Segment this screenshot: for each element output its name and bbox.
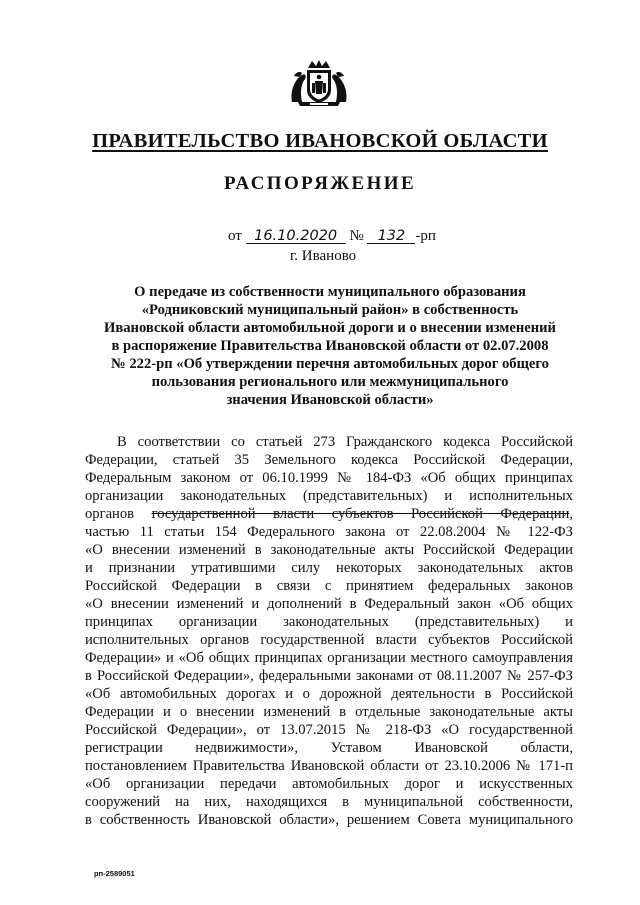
body-line: сооружений на них, находящихся в муниципальной собственности, (85, 794, 573, 810)
subject-line: пользования регионального или межмуниципального (151, 374, 509, 390)
government-title: ПРАВИТЕЛЬСТВО ИВАНОВСКОЙ ОБЛАСТИ (92, 130, 548, 152)
struck-through-text: государственной власти субъектов Российской Федерации (151, 506, 570, 522)
document-type-title: РАСПОРЯЖЕНИЕ (223, 173, 417, 194)
body-line-text: органов (85, 506, 152, 522)
coat-of-arms-icon (288, 58, 350, 108)
body-line: «Об автомобильных дорогах и о дорожной деятельности в Российской (85, 686, 573, 702)
subject-line: № 222-рп «Об утверждении перечня автомобильных дорог общего (111, 356, 549, 372)
body-line: постановлением Правительства Ивановской области от 23.10.2006 № 171-п (85, 758, 573, 774)
body-line: Федеральным законом от 06.10.1999 № 184-ФЗ «Об общих принципах (85, 470, 573, 486)
body-line: «Об организации передачи автомобильных дорог и искусственных (85, 776, 573, 792)
body-line: Федерации и о внесении изменений в отдельные законодательные акты (85, 704, 573, 720)
body-line: Российской Федерации в связи с принятием федеральных законов (85, 578, 573, 594)
body-line: В соответствии со статьей 273 Гражданского кодекса Российской (117, 434, 573, 450)
subject-line: Ивановской области автомобильной дороги и о внесении изменений (104, 320, 556, 336)
number-suffix: -рп (415, 228, 436, 244)
body-line: регистрации недвижимости», Уставом Ивановской области, (85, 740, 573, 756)
date-number-line (228, 228, 436, 245)
body-line (85, 505, 573, 523)
body-line: Федерации, статьей 35 Земельного кодекса Российской Федерации, (85, 452, 573, 468)
body-line: в собственность Ивановской области», решением Совета муниципального (85, 812, 573, 828)
subject-line: «Родниковский муниципальный район» в собственность (141, 302, 519, 318)
document-number: 132 (367, 229, 415, 244)
subject-line: в распоряжение Правительства Ивановской области от 02.07.2008 (111, 338, 549, 354)
body-line: организации законодательных (представительных) и исполнительных (85, 488, 573, 504)
body-line: «О внесении изменений в законодательные акты Российской Федерации (85, 542, 573, 558)
subject-line: О передаче из собственности муниципального образования (134, 284, 526, 300)
number-sign: № (349, 228, 364, 244)
body-line: Федерации» и «Об общих принципах организации местного самоуправления (85, 650, 573, 666)
body-line: исполнительных органов государственной власти субъектов Российской (85, 632, 573, 648)
body-line: частью 11 статьи 154 Федерального закона от 22.08.2004 № 122-ФЗ (85, 524, 573, 540)
body-line: в Российской Федерации», федеральными законами от 08.11.2007 № 257-ФЗ (85, 668, 573, 684)
body-line: Российской Федерации», от 13.07.2015 № 218-ФЗ «О государственной (85, 722, 573, 738)
date-prefix: от (228, 228, 242, 244)
body-line: принципах организации законодательных (представительных) и (85, 614, 573, 630)
city-name: г. Иваново (289, 248, 357, 264)
document-code: рп-2589051 (94, 869, 135, 878)
body-line-text: , (569, 506, 573, 522)
document-date: 16.10.2020 (246, 229, 346, 244)
body-line: «О внесении изменений и дополнений в Федеральный закон «Об общих (85, 596, 573, 612)
subject-line: значения Ивановской области» (226, 392, 434, 408)
body-line: и признании утратившими силу некоторых законодательных актов (85, 560, 573, 576)
body-paragraph (85, 433, 573, 829)
document-subject (90, 283, 570, 409)
